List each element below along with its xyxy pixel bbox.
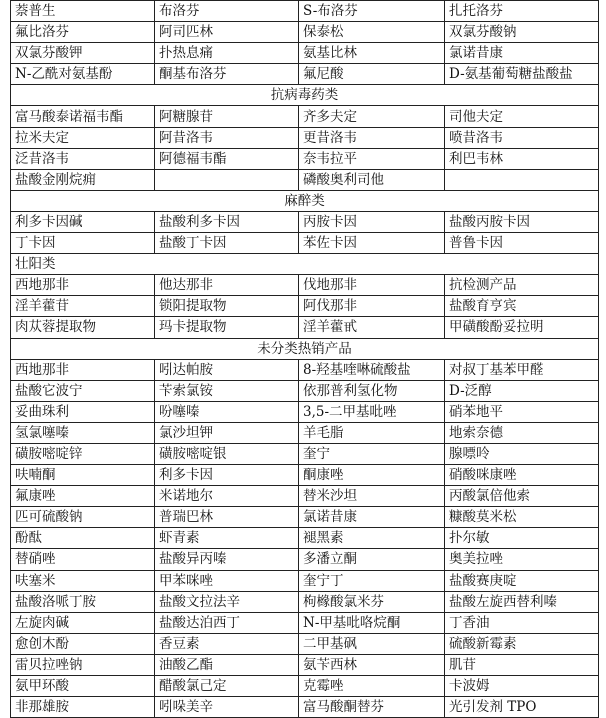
section-header-row xyxy=(11,254,599,275)
section-title: 麻醉类 xyxy=(11,190,599,211)
table-cell: 替米沙坦 xyxy=(299,486,445,507)
table-cell: 枸橼酸氯米芬 xyxy=(299,591,445,612)
table-row xyxy=(11,612,599,633)
table-cell: 苄索氯铵 xyxy=(155,380,299,401)
table-cell: 氢氯噻嗪 xyxy=(11,422,155,443)
table-cell: 丁香油 xyxy=(445,612,599,633)
table-row xyxy=(11,465,599,486)
table-cell: 伐地那非 xyxy=(299,275,445,296)
table-cell: 氯诺昔康 xyxy=(445,43,599,64)
table-cell xyxy=(155,169,299,190)
table-cell: 甲苯咪唑 xyxy=(155,570,299,591)
table-cell: 醋酸氯己定 xyxy=(155,676,299,697)
table-cell: 8-羟基喹啉硫酸盐 xyxy=(299,359,445,380)
table-row xyxy=(11,233,599,254)
product-table-body xyxy=(11,1,599,718)
table-cell: 丙胺卡因 xyxy=(299,211,445,232)
table-cell: 匹可硫酸钠 xyxy=(11,507,155,528)
table-cell: 甲磺酸酚妥拉明 xyxy=(445,317,599,338)
table-cell: 依那普利氢化物 xyxy=(299,380,445,401)
section-title: 未分类热销产品 xyxy=(11,338,599,359)
table-cell: 磺胺嘧啶锌 xyxy=(11,443,155,464)
table-cell: 硝酸咪康唑 xyxy=(445,465,599,486)
table-cell: 利多卡因 xyxy=(155,465,299,486)
table-cell: 盐酸洛哌丁胺 xyxy=(11,591,155,612)
table-row xyxy=(11,22,599,43)
table-cell: 利多卡因碱 xyxy=(11,211,155,232)
table-cell: 阿德福韦酯 xyxy=(155,148,299,169)
table-cell: D-氨基葡萄糖盐酸盐 xyxy=(445,64,599,85)
table-cell: 氟尼酸 xyxy=(299,64,445,85)
table-cell: 盐酸异丙嗪 xyxy=(155,549,299,570)
table-cell: 替硝唑 xyxy=(11,549,155,570)
table-cell: 丁卡因 xyxy=(11,233,155,254)
table-cell: 盐酸丁卡因 xyxy=(155,233,299,254)
table-cell: 肌苷 xyxy=(445,654,599,675)
table-cell: 盐酸金刚烷痈 xyxy=(11,169,155,190)
table-cell: 克霉唑 xyxy=(299,676,445,697)
table-cell: 齐多夫定 xyxy=(299,106,445,127)
table-cell: N-乙酰对氨基酚 xyxy=(11,64,155,85)
table-cell: 扎托洛芬 xyxy=(445,1,599,22)
table-cell: 奥美拉唑 xyxy=(445,549,599,570)
table-cell: 肉苁蓉提取物 xyxy=(11,317,155,338)
table-cell: 富马酸泰诺福韦酯 xyxy=(11,106,155,127)
table-cell: 丙酸氯倍他索 xyxy=(445,486,599,507)
table-cell: 雷贝拉唑钠 xyxy=(11,654,155,675)
table-cell: 阿伐那非 xyxy=(299,296,445,317)
table-cell: 利巴韦林 xyxy=(445,148,599,169)
table-row xyxy=(11,401,599,422)
table-cell: 酚酞 xyxy=(11,528,155,549)
table-cell: 盐酸达泊西丁 xyxy=(155,612,299,633)
table-cell: 吲达帕胺 xyxy=(155,359,299,380)
table-cell: 糠酸莫米松 xyxy=(445,507,599,528)
table-row xyxy=(11,64,599,85)
table-row xyxy=(11,528,599,549)
table-cell: 泛昔洛韦 xyxy=(11,148,155,169)
table-cell: 光引发剂 TPO xyxy=(445,697,599,718)
table-row xyxy=(11,549,599,570)
table-row xyxy=(11,380,599,401)
table-cell: 盐酸育亨宾 xyxy=(445,296,599,317)
table-cell: 氟比洛芬 xyxy=(11,22,155,43)
product-table xyxy=(10,0,599,718)
table-row xyxy=(11,443,599,464)
table-row xyxy=(11,148,599,169)
table-cell: 氨甲环酸 xyxy=(11,676,155,697)
table-cell: 地索奈德 xyxy=(445,422,599,443)
table-cell: 他达那非 xyxy=(155,275,299,296)
table-cell: 非那雄胺 xyxy=(11,697,155,718)
section-header-row xyxy=(11,338,599,359)
section-title: 抗病毒药类 xyxy=(11,85,599,106)
table-cell: D-泛醇 xyxy=(445,380,599,401)
table-row xyxy=(11,654,599,675)
table-cell: 更昔洛韦 xyxy=(299,127,445,148)
table-cell: 酮基布洛芬 xyxy=(155,64,299,85)
table-cell: 拉米夫定 xyxy=(11,127,155,148)
table-cell: 褪黑素 xyxy=(299,528,445,549)
table-cell: 3,5-二甲基吡唑 xyxy=(299,401,445,422)
table-cell: 吩噻嗪 xyxy=(155,401,299,422)
table-row xyxy=(11,486,599,507)
table-row xyxy=(11,106,599,127)
table-cell: 奎宁 xyxy=(299,443,445,464)
table-cell: 萘普生 xyxy=(11,1,155,22)
table-cell: 抗检测产品 xyxy=(445,275,599,296)
table-cell: 奎宁丁 xyxy=(299,570,445,591)
table-row xyxy=(11,275,599,296)
table-cell: 呋喃酮 xyxy=(11,465,155,486)
table-cell: 硝苯地平 xyxy=(445,401,599,422)
table-cell: 氨基比林 xyxy=(299,43,445,64)
table-cell: 酮康唑 xyxy=(299,465,445,486)
table-cell: N-甲基吡咯烷酮 xyxy=(299,612,445,633)
table-cell: 盐酸它波宁 xyxy=(11,380,155,401)
table-cell: 玛卡提取物 xyxy=(155,317,299,338)
table-cell: 盐酸左旋西替利嗪 xyxy=(445,591,599,612)
table-cell: 卡波姆 xyxy=(445,676,599,697)
section-title: 壮阳类 xyxy=(11,254,599,275)
table-row xyxy=(11,633,599,654)
table-cell: 盐酸赛庚啶 xyxy=(445,570,599,591)
table-row xyxy=(11,169,599,190)
table-cell: 布洛芬 xyxy=(155,1,299,22)
table-cell: 喷昔洛韦 xyxy=(445,127,599,148)
table-cell: 富马酸酮替芬 xyxy=(299,697,445,718)
table-cell: 双氯芬酸钠 xyxy=(445,22,599,43)
section-header-row xyxy=(11,85,599,106)
table-row xyxy=(11,1,599,22)
table-cell: 扑热息痛 xyxy=(155,43,299,64)
table-cell: 妥曲珠利 xyxy=(11,401,155,422)
table-row xyxy=(11,422,599,443)
table-cell: 普鲁卡因 xyxy=(445,233,599,254)
table-cell: 腺嘌呤 xyxy=(445,443,599,464)
table-cell: 普瑞巴林 xyxy=(155,507,299,528)
table-cell: 呋塞米 xyxy=(11,570,155,591)
table-row xyxy=(11,317,599,338)
table-cell: 阿司匹林 xyxy=(155,22,299,43)
table-cell: 盐酸文拉法辛 xyxy=(155,591,299,612)
table-cell: 愈创木酚 xyxy=(11,633,155,654)
table-cell: 吲哚美辛 xyxy=(155,697,299,718)
table-cell: 锁阳提取物 xyxy=(155,296,299,317)
table-cell: 油酸乙酯 xyxy=(155,654,299,675)
table-cell xyxy=(445,169,599,190)
table-row xyxy=(11,507,599,528)
table-cell: 左旋肉碱 xyxy=(11,612,155,633)
table-cell: 苯佐卡因 xyxy=(299,233,445,254)
table-cell: 氯诺昔康 xyxy=(299,507,445,528)
table-row xyxy=(11,43,599,64)
table-cell: 氟康唑 xyxy=(11,486,155,507)
table-row xyxy=(11,296,599,317)
table-cell: 奈韦拉平 xyxy=(299,148,445,169)
table-cell: 淫羊藿苷 xyxy=(11,296,155,317)
table-cell: 香豆素 xyxy=(155,633,299,654)
table-cell: 硫酸新霉素 xyxy=(445,633,599,654)
table-cell: 多潘立酮 xyxy=(299,549,445,570)
table-cell: 盐酸利多卡因 xyxy=(155,211,299,232)
table-cell: 米诺地尔 xyxy=(155,486,299,507)
table-cell: 阿糖腺苷 xyxy=(155,106,299,127)
table-cell: 西地那非 xyxy=(11,359,155,380)
table-cell: 对叔丁基苯甲醛 xyxy=(445,359,599,380)
table-cell: 司他夫定 xyxy=(445,106,599,127)
table-cell: 虾青素 xyxy=(155,528,299,549)
table-cell: 扑尔敏 xyxy=(445,528,599,549)
table-cell: 西地那非 xyxy=(11,275,155,296)
section-header-row xyxy=(11,190,599,211)
table-cell: 磺胺嘧啶银 xyxy=(155,443,299,464)
table-row xyxy=(11,570,599,591)
table-row xyxy=(11,591,599,612)
product-list-document xyxy=(10,0,598,718)
table-row xyxy=(11,359,599,380)
table-cell: 磷酸奥利司他 xyxy=(299,169,445,190)
table-cell: 盐酸丙胺卡因 xyxy=(445,211,599,232)
table-cell: S-布洛芬 xyxy=(299,1,445,22)
table-cell: 氯沙坦钾 xyxy=(155,422,299,443)
table-cell: 双氯芬酸钾 xyxy=(11,43,155,64)
table-row xyxy=(11,211,599,232)
table-cell: 保泰松 xyxy=(299,22,445,43)
table-row xyxy=(11,697,599,718)
table-cell: 氨苄西林 xyxy=(299,654,445,675)
table-cell: 羊毛脂 xyxy=(299,422,445,443)
table-cell: 阿昔洛韦 xyxy=(155,127,299,148)
table-cell: 二甲基砜 xyxy=(299,633,445,654)
table-cell: 淫羊藿甙 xyxy=(299,317,445,338)
table-row xyxy=(11,676,599,697)
table-row xyxy=(11,127,599,148)
